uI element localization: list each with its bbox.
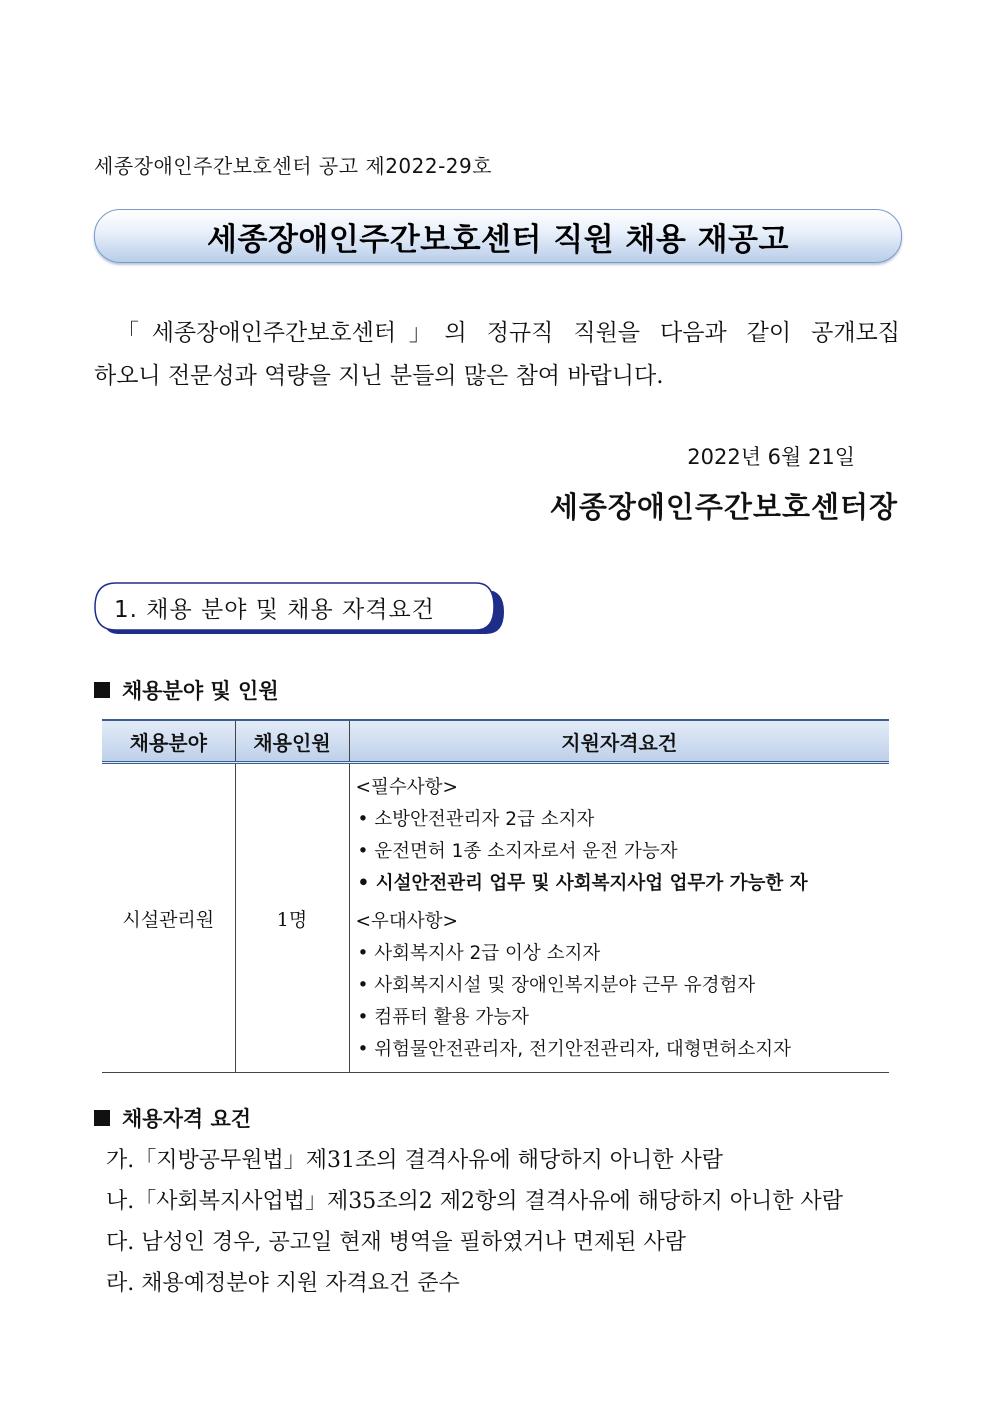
qualifications-list [106, 1140, 843, 1304]
notice-number: 세종장애인주간보호센터 공고 제2022-29호 [94, 154, 493, 178]
subhead-positions [94, 675, 279, 705]
list-item: 가.「지방공무원법」제31조의 결격사유에 해당하지 아니한 사람 [106, 1148, 724, 1173]
preferred-label: <우대사항> [355, 911, 458, 932]
list-item: • 컴퓨터 활용 가능자 [357, 1007, 530, 1028]
intro-paragraph [94, 312, 900, 398]
section-1-title: 1. 채용 분야 및 채용 자격요건 [114, 597, 435, 623]
intro-line-2: 하오니 전문성과 역량을 지닌 분들의 많은 참여 바랍니다. [94, 363, 664, 389]
cell-field: 시설관리원 [102, 763, 235, 1073]
header-count: 채용인원 [235, 720, 349, 763]
page-title: 세종장애인주간보호센터 직원 채용 재공고 [207, 221, 789, 258]
section-1-tab [94, 582, 506, 634]
title-banner [94, 209, 902, 263]
list-item-bold: • 시설안전관리 업무 및 사회복지사업 업무가 가능한 자 [357, 873, 808, 894]
intro-line-1: 「세종장애인주간보호센터」의 정규직 직원을 다음과 같이 공개모집 [116, 320, 900, 346]
table-row [102, 763, 889, 1073]
list-item: 라. 채용예정분야 지원 자격요건 준수 [106, 1271, 460, 1296]
recruitment-table [102, 719, 889, 1073]
subhead-positions-label: 채용분야 및 인원 [122, 678, 279, 703]
header-field: 채용분야 [102, 720, 235, 763]
notice-date: 2022년 6월 21일 [687, 445, 855, 469]
black-square-icon [94, 1110, 110, 1126]
cell-count: 1명 [235, 763, 349, 1073]
header-requirements: 지원자격요건 [349, 720, 889, 763]
black-square-icon [94, 682, 110, 698]
table-header-row [102, 720, 889, 763]
list-item: 나.「사회복지사업법」제35조의2 제2항의 결격사유에 해당하지 아니한 사람 [106, 1189, 844, 1214]
signer: 세종장애인주간보호센터장 [549, 490, 898, 524]
list-item: • 사회복지시설 및 장애인복지분야 근무 유경험자 [357, 975, 756, 996]
list-item: • 사회복지사 2급 이상 소지자 [357, 943, 601, 964]
subhead-qualifications [94, 1103, 251, 1133]
list-item: • 소방안전관리자 2급 소지자 [357, 809, 595, 830]
cell-requirements [349, 763, 889, 1073]
list-item: • 위험물안전관리자, 전기안전관리자, 대형면허소지자 [357, 1039, 791, 1060]
subhead-qualifications-label: 채용자격 요건 [122, 1106, 252, 1131]
list-item: 다. 남성인 경우, 공고일 현재 병역을 필하였거나 면제된 사람 [106, 1230, 686, 1255]
required-label: <필수사항> [355, 777, 458, 798]
list-item: • 운전면허 1종 소지자로서 운전 가능자 [357, 841, 678, 862]
